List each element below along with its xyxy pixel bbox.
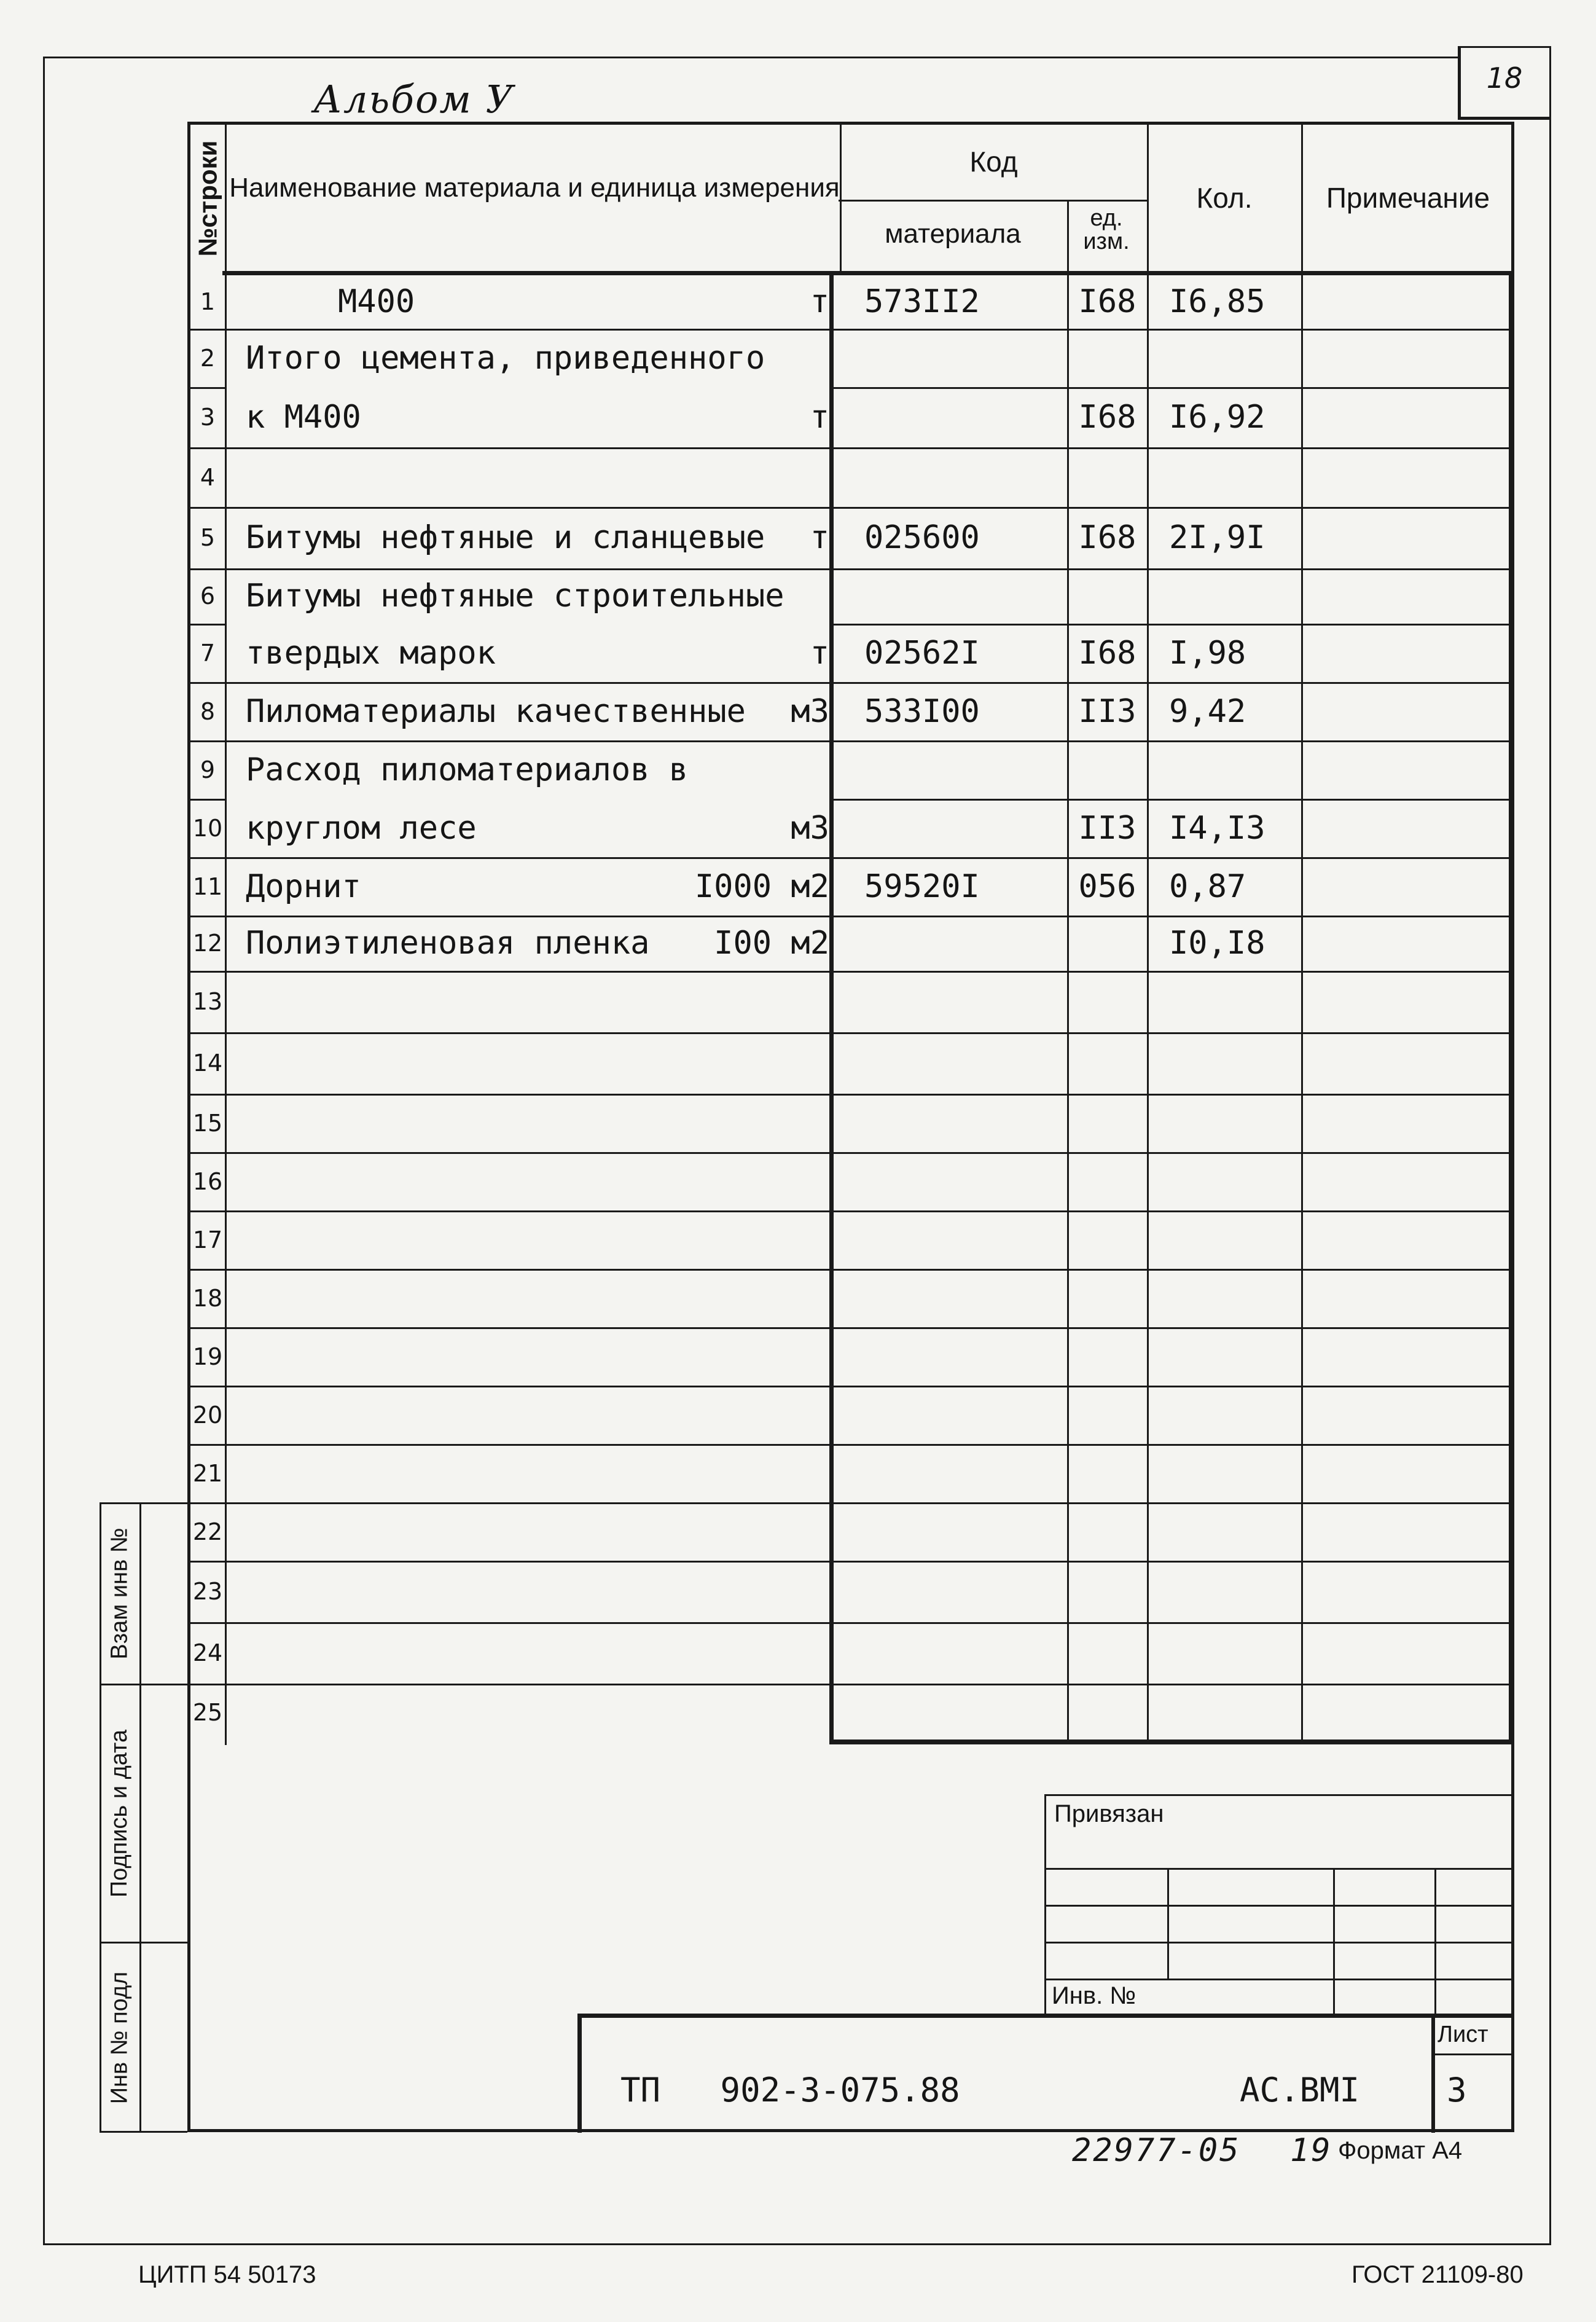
material-name-cell bbox=[246, 740, 829, 799]
table-row bbox=[190, 329, 1513, 387]
row-number: 19 bbox=[192, 1343, 223, 1370]
table-row bbox=[190, 1561, 1513, 1622]
binding-line-2 bbox=[1044, 1905, 1514, 1907]
note bbox=[1304, 507, 1512, 568]
material-code bbox=[851, 387, 1079, 447]
material-code bbox=[851, 971, 1079, 1032]
binding-line-4 bbox=[1044, 1979, 1514, 1980]
table-row bbox=[190, 1327, 1513, 1386]
table-row bbox=[190, 971, 1513, 1032]
row-number: 11 bbox=[192, 873, 223, 900]
material-name-cell bbox=[246, 1269, 829, 1327]
material-code: 02562I bbox=[864, 634, 980, 672]
material-name-cell bbox=[246, 507, 829, 568]
album-label: Альбом У bbox=[313, 77, 515, 122]
note bbox=[1304, 1561, 1512, 1622]
table-row bbox=[190, 1269, 1513, 1327]
quantity bbox=[1148, 740, 1326, 799]
unit-code: 056 bbox=[1078, 868, 1136, 905]
material-name-cell bbox=[246, 1152, 829, 1210]
quantity bbox=[1148, 1152, 1326, 1210]
code-group-header: Код bbox=[969, 146, 1018, 178]
material-name-cell bbox=[246, 799, 829, 857]
row-number: 12 bbox=[192, 930, 223, 957]
material-name-cell bbox=[246, 568, 829, 624]
footer-left: ЦИТП 54 50173 bbox=[138, 2261, 316, 2288]
table-row bbox=[190, 568, 1513, 624]
quantity bbox=[1148, 329, 1326, 387]
unit-code bbox=[1069, 1444, 1146, 1502]
table-row bbox=[190, 1094, 1513, 1152]
material-unit: т bbox=[810, 634, 829, 672]
row-number: 5 bbox=[200, 524, 216, 551]
material-code bbox=[851, 1444, 1079, 1502]
note bbox=[1304, 1094, 1512, 1152]
unit-code bbox=[1069, 1561, 1146, 1622]
note bbox=[1304, 682, 1512, 740]
material-code bbox=[851, 1502, 1079, 1561]
note bbox=[1304, 916, 1512, 971]
note bbox=[1304, 740, 1512, 799]
material-name-cell bbox=[246, 387, 829, 447]
note bbox=[1304, 274, 1512, 329]
note bbox=[1304, 857, 1512, 916]
unit-code bbox=[1069, 1622, 1146, 1684]
quantity bbox=[1148, 568, 1326, 624]
binding-label: Привязан bbox=[1054, 1800, 1164, 1827]
quantity bbox=[1148, 1684, 1326, 1741]
quantity bbox=[1148, 1386, 1326, 1444]
binding-vline-3 bbox=[1434, 1868, 1436, 2015]
document-mark: АС.ВМI bbox=[1240, 2071, 1360, 2109]
unit-code: I68 bbox=[1078, 634, 1136, 672]
material-name: Полиэтиленовая пленка bbox=[246, 925, 650, 962]
table-row bbox=[190, 1386, 1513, 1444]
table-row bbox=[190, 387, 1513, 447]
row-number: 17 bbox=[192, 1226, 223, 1253]
row-number: 7 bbox=[200, 639, 216, 667]
note bbox=[1304, 971, 1512, 1032]
table-row bbox=[190, 1210, 1513, 1269]
row-number: 23 bbox=[192, 1578, 223, 1605]
binding-vline-1 bbox=[1167, 1868, 1169, 1979]
unit-code bbox=[1069, 1502, 1146, 1561]
stamp-top-thick bbox=[577, 2014, 1514, 2018]
row-number: 15 bbox=[192, 1109, 223, 1137]
binding-vline-2 bbox=[1333, 1868, 1335, 2015]
material-name: круглом лесе bbox=[246, 809, 477, 847]
material-code bbox=[851, 1684, 1079, 1741]
material-name-cell bbox=[246, 1032, 829, 1094]
material-unit: м3 bbox=[791, 692, 829, 730]
quantity bbox=[1148, 1032, 1326, 1094]
unit-code bbox=[1069, 1269, 1146, 1327]
material-name: Битумы нефтяные строительные bbox=[246, 578, 784, 614]
format-label: Формат А4 bbox=[1338, 2137, 1463, 2164]
row-number: 18 bbox=[192, 1284, 223, 1312]
material-code: 025600 bbox=[864, 519, 980, 556]
unit-code bbox=[1069, 971, 1146, 1032]
material-unit: I00 м2 bbox=[714, 925, 829, 962]
side-stamp-podpis-data: Подпись и дата bbox=[106, 1729, 133, 1897]
material-name: Расход пиломатериалов в bbox=[246, 751, 689, 788]
quantity: 0,87 bbox=[1169, 868, 1246, 905]
inv-no-label: Инв. № bbox=[1052, 1982, 1136, 2009]
material-code: 533I00 bbox=[864, 692, 980, 730]
table-row bbox=[190, 1152, 1513, 1210]
stamp-left-thick bbox=[577, 2014, 582, 2133]
side-stamp-divider bbox=[139, 1502, 141, 2133]
material-unit: т bbox=[810, 399, 829, 436]
material-name-cell bbox=[246, 971, 829, 1032]
sheet-sequence: 19 bbox=[1290, 2132, 1332, 2169]
material-code: 573II2 bbox=[864, 283, 980, 320]
material-code: 59520I bbox=[864, 868, 980, 905]
row-number: 16 bbox=[192, 1167, 223, 1195]
unit-code bbox=[1069, 329, 1146, 387]
material-name-cell bbox=[246, 274, 829, 329]
material-code bbox=[851, 1269, 1079, 1327]
col-divider-code-hdr bbox=[1067, 200, 1069, 273]
row-number: 6 bbox=[200, 582, 216, 610]
side-stamp-vzam-inv: Взам инв № bbox=[106, 1527, 133, 1660]
quantity: I4,I3 bbox=[1169, 809, 1265, 847]
material-name: к М400 bbox=[246, 399, 361, 436]
material-unit: I000 м2 bbox=[694, 868, 829, 905]
table-row bbox=[190, 1502, 1513, 1561]
quantity: I,98 bbox=[1169, 634, 1246, 672]
note bbox=[1304, 1684, 1512, 1741]
table-row bbox=[190, 507, 1513, 568]
material-name-cell bbox=[246, 1444, 829, 1502]
material-name: Пиломатериалы качественные bbox=[246, 692, 746, 730]
quantity: 2I,9I bbox=[1169, 519, 1265, 556]
material-name-cell bbox=[246, 1210, 829, 1269]
unit-code bbox=[1069, 568, 1146, 624]
table-row bbox=[190, 274, 1513, 329]
unit-code: I68 bbox=[1078, 283, 1136, 320]
material-name-cell bbox=[246, 1622, 829, 1684]
material-code bbox=[851, 447, 1079, 507]
quantity: I6,85 bbox=[1169, 283, 1265, 320]
row-number: 8 bbox=[200, 697, 216, 725]
material-code bbox=[851, 1622, 1079, 1684]
material-name-cell bbox=[246, 682, 829, 740]
row-number-header bbox=[190, 123, 225, 273]
code-material-header: материала bbox=[885, 219, 1021, 249]
quantity: 9,42 bbox=[1169, 692, 1246, 730]
side-stamp-inv-podl: Инв № подл bbox=[106, 1971, 133, 2104]
code-unit-header: ед. изм. bbox=[1083, 205, 1130, 254]
material-name: Итого цемента, приведенного bbox=[246, 339, 765, 377]
material-name-cell bbox=[246, 857, 829, 916]
note bbox=[1304, 1269, 1512, 1327]
material-name-cell bbox=[246, 329, 829, 387]
material-code bbox=[851, 1152, 1079, 1210]
row-number: 1 bbox=[200, 288, 216, 315]
quantity bbox=[1148, 1502, 1326, 1561]
header-divider-code bbox=[839, 200, 1149, 202]
quantity bbox=[1148, 971, 1326, 1032]
unit-code bbox=[1069, 916, 1146, 971]
row-number: 14 bbox=[192, 1049, 223, 1077]
unit-code bbox=[1069, 447, 1146, 507]
row-number: 13 bbox=[192, 988, 223, 1015]
unit-code: II3 bbox=[1078, 692, 1136, 730]
quantity bbox=[1148, 1444, 1326, 1502]
note bbox=[1304, 329, 1512, 387]
list-number: 3 bbox=[1447, 2071, 1467, 2109]
quantity bbox=[1148, 1327, 1326, 1386]
quantity: I0,I8 bbox=[1169, 925, 1265, 962]
table-row bbox=[190, 447, 1513, 507]
page-number: 18 bbox=[1486, 61, 1523, 95]
material-unit: т bbox=[810, 519, 829, 556]
unit-code bbox=[1069, 1327, 1146, 1386]
side-stamp-line-1 bbox=[100, 1684, 187, 1685]
archive-number: 22977-05 bbox=[1072, 2132, 1241, 2169]
binding-line-1 bbox=[1044, 1868, 1514, 1870]
material-unit: т bbox=[810, 283, 829, 320]
col-divider-eu-hdr bbox=[1147, 123, 1149, 273]
col-divider-qty-hdr bbox=[1301, 123, 1303, 273]
table-row bbox=[190, 1444, 1513, 1502]
table-row bbox=[190, 740, 1513, 799]
row-number: 4 bbox=[200, 463, 216, 491]
material-name-cell bbox=[246, 1094, 829, 1152]
material-name: твердых марок bbox=[246, 634, 496, 672]
name-header: Наименование материала и единица измерения bbox=[229, 173, 840, 203]
list-label: Лист bbox=[1438, 2022, 1488, 2047]
material-name: Битумы нефтяные и сланцевые bbox=[246, 519, 765, 556]
material-name-cell bbox=[246, 1684, 829, 1741]
col-divider-name-hdr bbox=[840, 123, 842, 273]
stamp-list-divider bbox=[1431, 2014, 1435, 2133]
note bbox=[1304, 624, 1512, 682]
note bbox=[1304, 799, 1512, 857]
table-row bbox=[190, 916, 1513, 971]
row-number: 21 bbox=[192, 1459, 223, 1487]
material-name-cell bbox=[246, 1386, 829, 1444]
note bbox=[1304, 387, 1512, 447]
note bbox=[1304, 447, 1512, 507]
material-code bbox=[851, 1032, 1079, 1094]
material-code bbox=[851, 568, 1079, 624]
material-code bbox=[851, 1094, 1079, 1152]
note bbox=[1304, 1327, 1512, 1386]
material-name: М400 bbox=[338, 283, 415, 320]
row-number: 2 bbox=[200, 344, 216, 372]
row-number: 25 bbox=[192, 1699, 223, 1726]
quantity bbox=[1148, 447, 1326, 507]
unit-code bbox=[1069, 740, 1146, 799]
material-code bbox=[851, 329, 1079, 387]
document-code: ТП 902-3-075.88 bbox=[620, 2071, 960, 2109]
table-row bbox=[190, 857, 1513, 916]
note bbox=[1304, 1152, 1512, 1210]
unit-code bbox=[1069, 1032, 1146, 1094]
stamp-list-line bbox=[1433, 2053, 1514, 2055]
material-code bbox=[851, 916, 1079, 971]
unit-code bbox=[1069, 1386, 1146, 1444]
unit-code: I68 bbox=[1078, 519, 1136, 556]
footer-right: ГОСТ 21109-80 bbox=[1352, 2261, 1524, 2288]
material-code bbox=[851, 1327, 1079, 1386]
row-number: 10 bbox=[192, 814, 223, 842]
quantity: I6,92 bbox=[1169, 399, 1265, 436]
table-row bbox=[190, 1622, 1513, 1684]
note bbox=[1304, 1502, 1512, 1561]
table-row bbox=[190, 682, 1513, 740]
quantity bbox=[1148, 1094, 1326, 1152]
unit-code bbox=[1069, 1684, 1146, 1741]
table-row bbox=[190, 624, 1513, 682]
material-code bbox=[851, 740, 1079, 799]
material-unit: м3 bbox=[791, 809, 829, 847]
quantity bbox=[1148, 1622, 1326, 1684]
quantity bbox=[1148, 1561, 1326, 1622]
unit-code bbox=[1069, 1094, 1146, 1152]
note bbox=[1304, 1622, 1512, 1684]
row-number: 9 bbox=[200, 756, 216, 783]
quantity bbox=[1148, 1210, 1326, 1269]
qty-header: Кол. bbox=[1196, 182, 1253, 214]
row-number: 22 bbox=[192, 1518, 223, 1545]
material-name-cell bbox=[246, 1327, 829, 1386]
quantity bbox=[1148, 1269, 1326, 1327]
row-number: 3 bbox=[200, 404, 216, 431]
material-name-cell bbox=[246, 1502, 829, 1561]
binding-line-3 bbox=[1044, 1942, 1514, 1943]
material-name-cell bbox=[246, 447, 829, 507]
note-header: Примечание bbox=[1326, 182, 1490, 214]
material-name-cell bbox=[246, 916, 829, 971]
note bbox=[1304, 1386, 1512, 1444]
unit-code bbox=[1069, 1152, 1146, 1210]
material-code bbox=[851, 1561, 1079, 1622]
material-name-cell bbox=[246, 624, 829, 682]
note bbox=[1304, 1032, 1512, 1094]
unit-code bbox=[1069, 1210, 1146, 1269]
material-name: Дорнит bbox=[246, 868, 361, 905]
note bbox=[1304, 1444, 1512, 1502]
note bbox=[1304, 1210, 1512, 1269]
note bbox=[1304, 568, 1512, 624]
material-name-cell bbox=[246, 1561, 829, 1622]
row-number-header-text: №строки bbox=[193, 140, 222, 256]
table-row bbox=[190, 1032, 1513, 1094]
row-number: 20 bbox=[192, 1401, 223, 1429]
table-row bbox=[190, 799, 1513, 857]
unit-code: II3 bbox=[1078, 809, 1136, 847]
material-code bbox=[851, 1386, 1079, 1444]
side-stamp-line-2 bbox=[100, 1942, 187, 1943]
table-row bbox=[190, 1684, 1513, 1741]
row-number: 24 bbox=[192, 1639, 223, 1666]
material-code bbox=[851, 1210, 1079, 1269]
unit-code: I68 bbox=[1078, 399, 1136, 436]
material-code bbox=[851, 799, 1079, 857]
